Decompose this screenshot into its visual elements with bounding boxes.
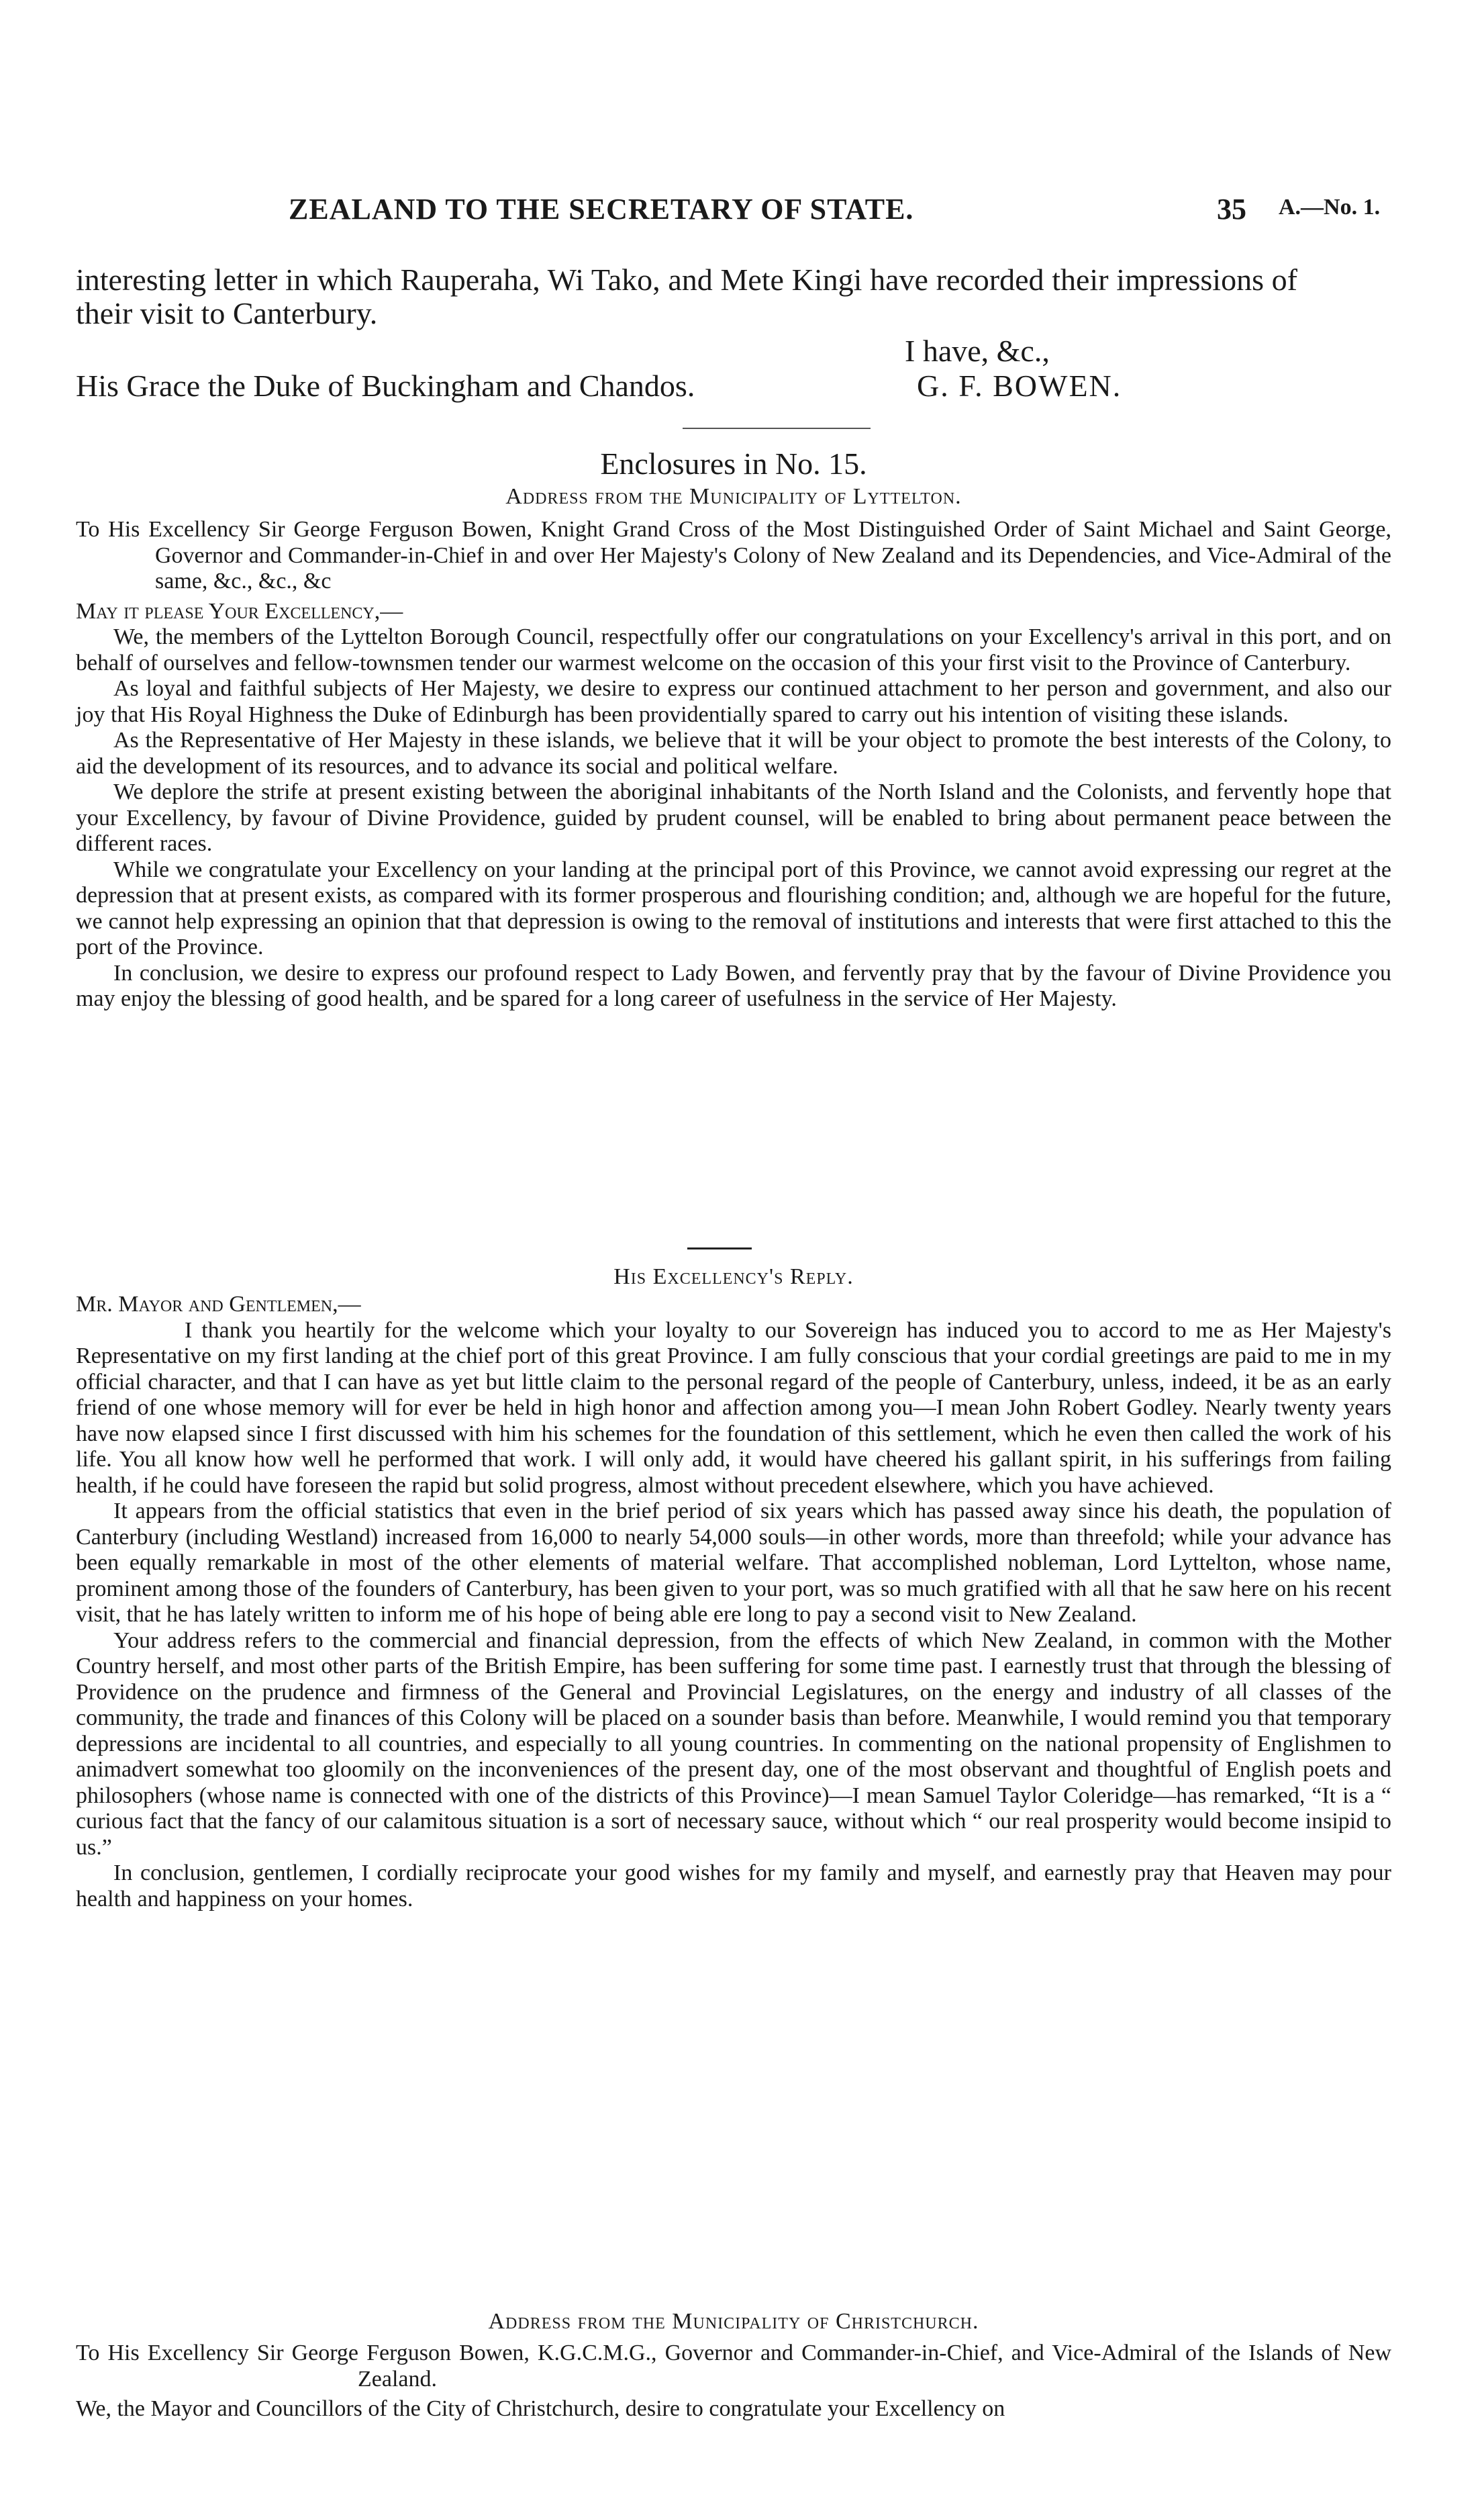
section-divider (683, 428, 871, 429)
christchurch-address-to: To His Excellency Sir George Ferguson Bowen, K.G.C.M.G., Governor and Commander-in-Chief, and Vice-Admiral of the Islands of New Zealand. (76, 2341, 1391, 2392)
enclosures-heading: Enclosures in No. 15. (600, 446, 867, 481)
paragraph: I thank you heartily for the welcome which your loyalty to our Sovereign has induced you to accord to me as Her Majesty's Representative on my first landing at the chief port of this great Province. I am fully conscious that your cordial greetings are paid to me in my official character, and that I can have as yet but little claim to the personal regard of the people of Canterbury, unless, indeed, it be as an early friend of one whose memory will for ever be held in high honor and affection among you—I mean John Robert Godley. Nearly twenty years have now elapsed since I first discussed with him his schemes for the foundation of this settlement, which he even then called the work of his life. You all know how well he performed that work. I will only add, it would have cheered his gallant spirit, in his sufferings from failing health, if he could have foreseen the rapid but solid progress, almost without precedent elsewhere, which you have achieved. (76, 1317, 1391, 1498)
running-title: ZEALAND TO THE SECRETARY OF STATE. (289, 193, 914, 226)
page-number: 35 (1217, 193, 1246, 226)
reply-section (76, 1264, 1391, 1912)
letter-signature-row (76, 368, 1391, 402)
reply-title: His Excellency's Reply. (613, 1264, 854, 1289)
christchurch-address-title: Address from the Municipality of Christchurch. (488, 2309, 979, 2334)
paragraph: In conclusion, gentlemen, I cordially reciprocate your good wishes for my family and myself, and earnestly pray that Heaven may pour health and happiness on your homes. (76, 1860, 1391, 1911)
lyttelton-salutation: May it please Your Excellency,— (76, 598, 403, 624)
christchurch-section (76, 2308, 1391, 2422)
enclosures-section (76, 447, 1391, 1012)
lyttelton-address-body (76, 624, 1391, 1012)
running-head (0, 192, 1484, 232)
document-reference: A.—No. 1. (1279, 195, 1381, 220)
paragraph: We, the members of the Lyttelton Borough Council, respectfully offer our congratulations on your Excellency's arrival in this port, and on behalf of ourselves and fellow-townsmen tender our warmest welcome on the occasion of this your first visit to the Province of Canterbury. (76, 624, 1391, 675)
reply-divider (687, 1247, 752, 1249)
letter-addressee: His Grace the Duke of Buckingham and Chandos. (76, 369, 695, 403)
letter-conclusion (76, 263, 1391, 402)
letter-text: interesting letter in which Rauperaha, Wi Tako, and Mete Kingi have recorded their impressions of their visit to Canterbury. (76, 263, 1297, 330)
paragraph: We deplore the strife at present existing between the aboriginal inhabitants of the North Island and the Colonists, and fervently hope that your Excellency, by favour of Divine Providence, guided by prudent counsel, will be enabled to bring about permanent peace between the different races. (76, 780, 1391, 856)
paragraph: It appears from the official statistics that even in the brief period of six years which has passed away since his death, the population of Canterbury (including Westland) increased from 16,000 to nearly 54,000 souls—in other words, more than threefold; while your advance has been equally remarkable in most of the other elements of material welfare. That accomplished nobleman, Lord Lyttelton, whose name, prominent among those of the founders of Canterbury, has been given to your port, was so much gratified with all that he saw here on his recent visit, that he has lately written to inform me of his hope of being able ere long to pay a second visit to New Zealand. (76, 1499, 1391, 1627)
lyttelton-address-to: To His Excellency Sir George Ferguson Bowen, Knight Grand Cross of the Most Distinguished Order of Saint Michael and Saint George, Governor and Commander-in-Chief in and over Her Majesty's Colony of New Zealand and its Dependencies, and Vice-Admiral of the same, &c., &c., &c (76, 517, 1391, 594)
letter-signature: G. F. BOWEN. (917, 369, 1122, 403)
reply-body (76, 1318, 1391, 1913)
reply-salutation: Mr. Mayor and Gentlemen,— (76, 1292, 361, 1317)
lyttelton-address-title: Address from the Municipality of Lyttelton. (505, 484, 962, 509)
paragraph: While we congratulate your Excellency on your landing at the principal port of this Province, we cannot avoid expressing our regret at the depression that at present exists, as compared with its former prosperous and flourishing condition; and, although we are hopeful for the future, we cannot help expressing an opinion that that depression is owing to the removal of institutions and interests that were first attached to this the port of the Province. (76, 857, 1391, 959)
letter-closing: I have, &c., (905, 334, 1050, 368)
paragraph: In conclusion, we desire to express our profound respect to Lady Bowen, and fervently pray that by the favour of Divine Providence you may enjoy the blessing of good health, and be spared for a long career of usefulness in the service of Her Majesty. (76, 960, 1391, 1011)
paragraph: Your address refers to the commercial and financial depression, from the effects of which New Zealand, in common with the Mother Country herself, and most other parts of the British Empire, has been suffering for some time past. I earnestly trust that through the blessing of Providence on the prudence and firmness of the General and Provincial Legislatures, on the energy and industry of all classes of the community, the trade and finances of this Colony will be placed on a sounder basis than before. Meanwhile, I would remind you that temporary depressions are incidental to all countries, and especially to all young countries. In commenting on the national propensity of Englishmen to animadvert somewhat too gloomily on the inconveniences of the present day, one of the most observant and thoughtful of English poets and philosophers (whose name is connected with one of the districts of this Province)—I mean Samuel Taylor Coleridge—has remarked, “It is a “ curious fact that the fancy of our calamitous situation is a sort of necessary sauce, without which “ our real prosperity would become insipid to us.” (76, 1627, 1391, 1860)
paragraph: As loyal and faithful subjects of Her Majesty, we desire to express our continued attachment to her person and government, and also our joy that His Royal Highness the Duke of Edinburgh has been providentially spared to carry out his intention of visiting these islands. (76, 676, 1391, 727)
christchurch-opening: We, the Mayor and Councillors of the City of Christchurch, desire to congratulate your Excellency on (76, 2396, 1005, 2421)
paragraph: As the Representative of Her Majesty in these islands, we believe that it will be your object to promote the best interests of the Colony, to aid the development of its resources, and to advance its social and political welfare. (76, 728, 1391, 779)
